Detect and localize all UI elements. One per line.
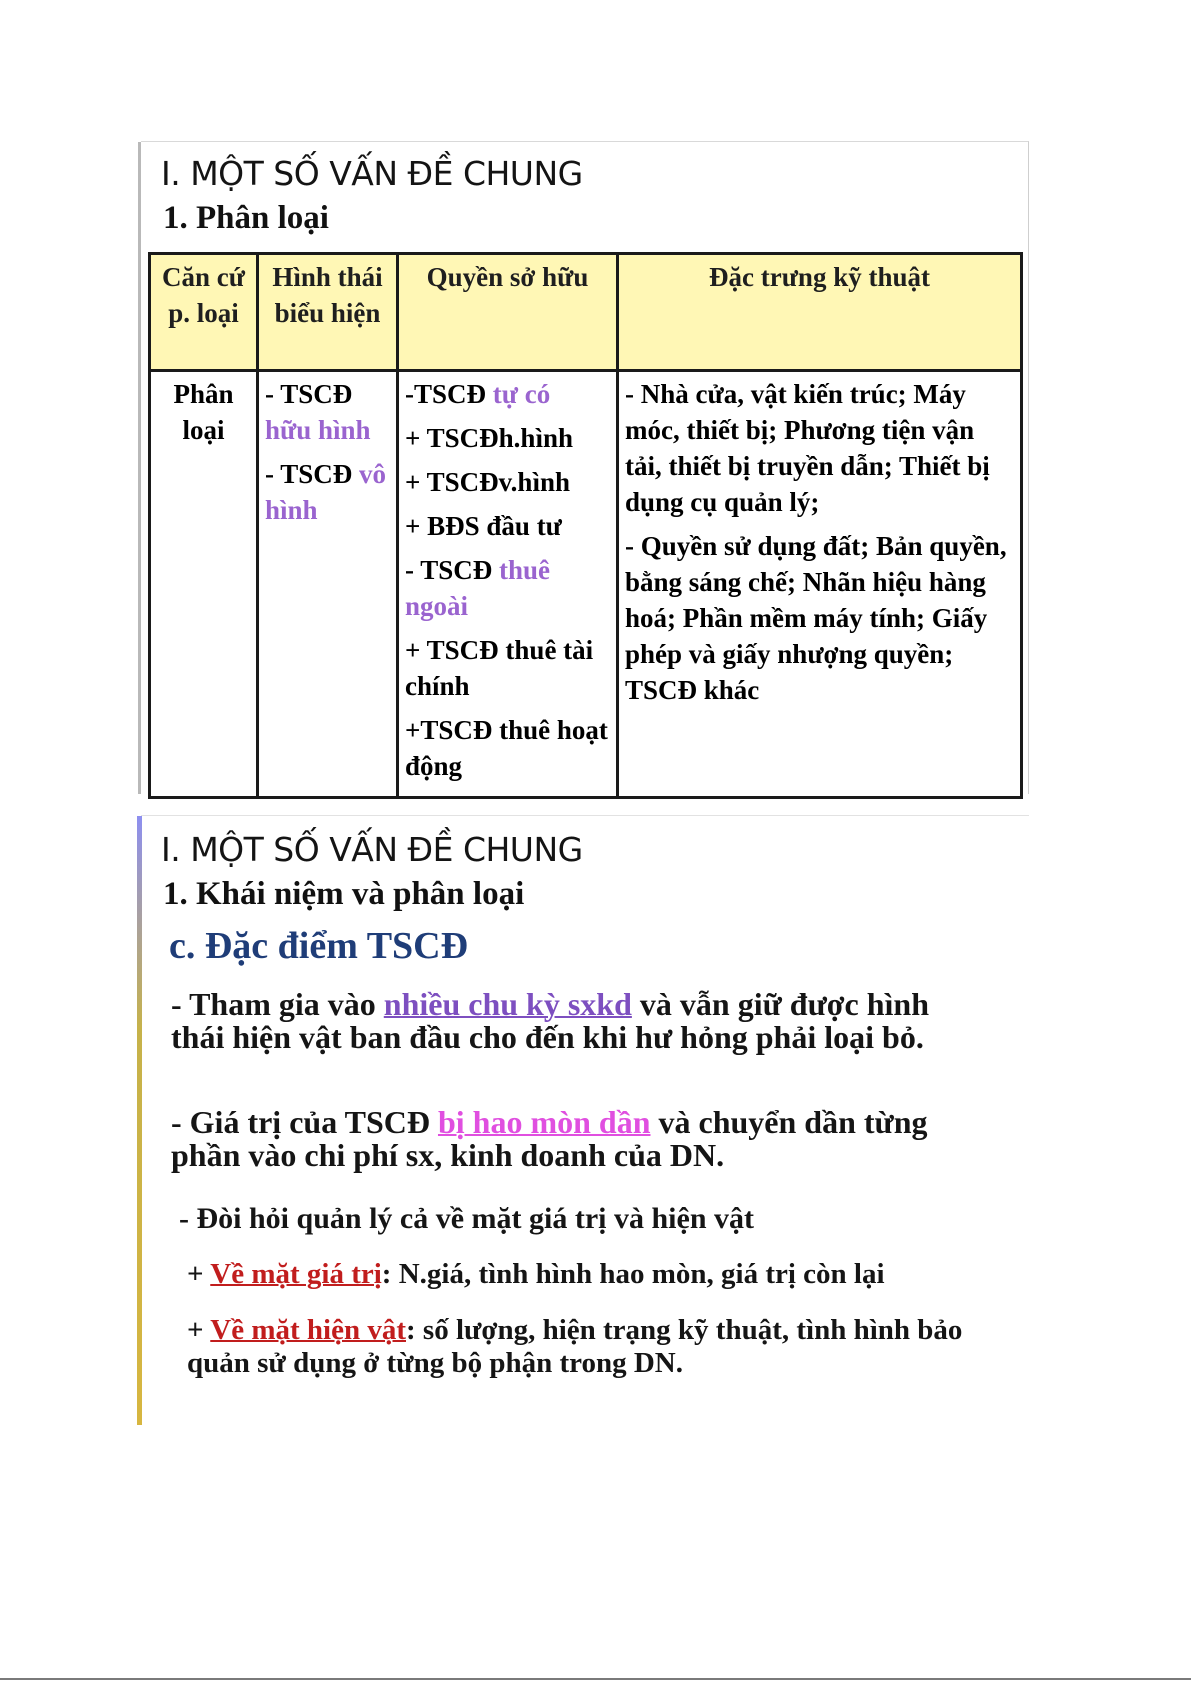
own-leased-label: thuê ngoài bbox=[405, 555, 551, 621]
bullet-4-post: : N.giá, tình hình hao mòn, giá trị còn lại bbox=[381, 1258, 885, 1290]
bullet-depreciation bbox=[171, 1106, 931, 1172]
own-operating-lease: +TSCĐ thuê hoạt động bbox=[405, 715, 608, 781]
own-self bbox=[405, 376, 610, 412]
slide-characteristics bbox=[141, 815, 1029, 1425]
bullet-2-post: và chuyển dần từng phần vào chi phí sx, kinh doanh của DN. bbox=[171, 1104, 928, 1173]
bullet-5-pre: + bbox=[187, 1314, 211, 1346]
own-leased-prefix: - TSCĐ bbox=[405, 555, 493, 585]
slide2-subheading: 1. Khái niệm và phân loại bbox=[163, 876, 525, 912]
header-technical: Đặc trưng kỹ thuật bbox=[618, 254, 1022, 371]
bullet-1-post: và vẫn giữ được hình thái hiện vật ban đầu cho đến khi hư hỏng phải loại bỏ. bbox=[171, 986, 929, 1055]
table-row bbox=[150, 371, 1022, 798]
own-self-prefix: -TSCĐ bbox=[405, 379, 487, 409]
tech-paragraph-1: - Nhà cửa, vật kiến trúc; Máy móc, thiết bị; Phương tiện vận tải, thiết bị truyền dẫn; Thiết bị dụng cụ quản lý; bbox=[625, 379, 990, 517]
slide2-heading: I. MỘT SỐ VẤN ĐỀ CHUNG bbox=[161, 830, 583, 869]
bullet-management: - Đòi hỏi quản lý cả về mặt giá trị và hiện vật bbox=[179, 1202, 754, 1235]
bullet-value bbox=[187, 1258, 1007, 1291]
bullet-1-highlight: nhiều chu kỳ sxkd bbox=[383, 986, 632, 1022]
form-intangible bbox=[265, 456, 390, 528]
bullet-participation bbox=[171, 988, 931, 1054]
cell-form bbox=[258, 371, 398, 798]
header-basis: Căn cứ p. loại bbox=[150, 254, 258, 371]
bullet-2-highlight: bị hao mòn dần bbox=[437, 1104, 651, 1140]
cell-classification bbox=[150, 371, 258, 798]
tech-paragraph-2: - Quyền sử dụng đất; Bản quyền, bằng sáng chế; Nhãn hiệu hàng hoá; Phần mềm máy tính; Giấy phép và giấy nhượng quyền; TSCĐ khác bbox=[625, 531, 1007, 705]
own-leased bbox=[405, 552, 610, 624]
form-tangible-prefix: - TSCĐ bbox=[265, 379, 353, 409]
page-bottom-border bbox=[0, 1678, 1191, 1680]
table-header-row bbox=[150, 254, 1022, 371]
header-form: Hình thái biểu hiện bbox=[258, 254, 398, 371]
own-self-label: tự có bbox=[492, 379, 551, 409]
bullet-1-pre: - Tham gia vào bbox=[171, 986, 384, 1022]
cell-technical bbox=[618, 371, 1022, 798]
own-intangible: + TSCĐv.hình bbox=[405, 467, 570, 497]
bullet-4-highlight: Về mặt giá trị bbox=[210, 1258, 382, 1290]
bullet-2-pre: - Giá trị của TSCĐ bbox=[171, 1104, 438, 1140]
bullet-4-pre: + bbox=[187, 1258, 211, 1290]
cell-ownership bbox=[398, 371, 618, 798]
bullet-5-highlight: Về mặt hiện vật bbox=[210, 1314, 406, 1346]
cell-classification-text: Phân loại bbox=[173, 379, 234, 445]
classification-table bbox=[148, 252, 1023, 799]
bullet-physical bbox=[187, 1314, 1017, 1380]
form-intangible-prefix: - TSCĐ bbox=[265, 459, 353, 489]
own-investment-property: + BĐS đầu tư bbox=[405, 511, 562, 541]
slide-classification bbox=[141, 141, 1029, 794]
form-tangible-label: hữu hình bbox=[265, 415, 371, 445]
slide1-heading: I. MỘT SỐ VẤN ĐỀ CHUNG bbox=[161, 154, 583, 193]
own-tangible: + TSCĐh.hình bbox=[405, 423, 573, 453]
slide1-subheading: 1. Phân loại bbox=[163, 200, 329, 236]
section-heading: c. Đặc điểm TSCĐ bbox=[169, 925, 469, 967]
form-intangible-label: vô hình bbox=[265, 459, 387, 525]
own-finance-lease: + TSCĐ thuê tài chính bbox=[405, 635, 594, 701]
form-tangible bbox=[265, 376, 390, 448]
bullet-5-post: : số lượng, hiện trạng kỹ thuật, tình hình bảo quản sử dụng ở từng bộ phận trong DN. bbox=[187, 1314, 963, 1379]
header-ownership: Quyền sở hữu bbox=[398, 254, 618, 371]
